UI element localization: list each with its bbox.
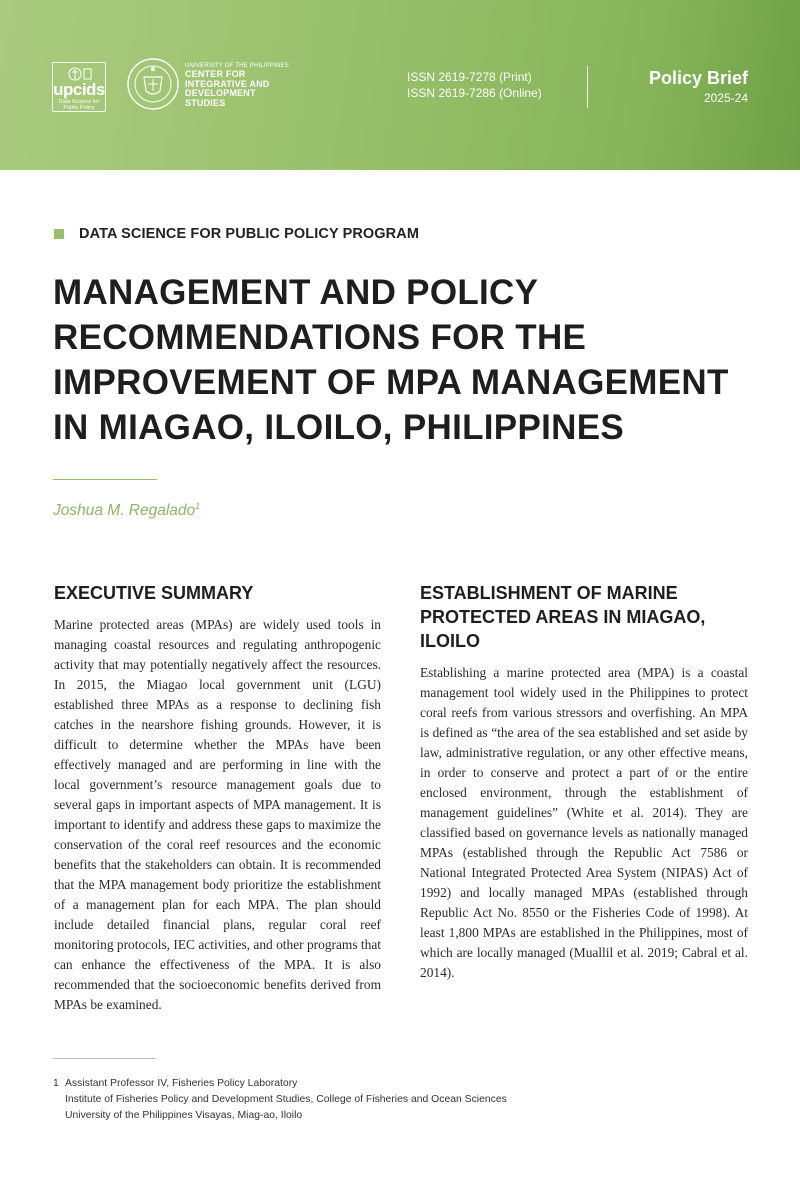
logo-tagline-line: Public Policy bbox=[63, 105, 95, 111]
logo-tagline bbox=[53, 99, 105, 111]
issn-print: ISSN 2619-7278 (Print) bbox=[407, 70, 532, 84]
center-name-block bbox=[185, 63, 289, 108]
up-seal-icon bbox=[126, 57, 180, 111]
executive-summary-body: Marine protected areas (MPAs) are widely used tools in managing coastal resources and regulating anthropogenic activity that may potentially negatively affect the resources. In 2015, the Miagao local government unit (LGU) established three MPAs as a response to declining fish catches in the nearshore fishing grounds. However, it is difficult to determine whether the MPAs have been effectively managed and are performing in line with the local government’s resource management goals due to several gaps in important aspects of MPA management. It is important to identify and address these gaps to maximize the conservation of the coral reef resources and the economic benefits that the stakeholders can obtain. It is recommended that the MPA management body prioritize the establishment of a management plan for each MPA. The plan should include detailed financial plans, regular coral reef monitoring protocols, IEC activities, and other programs that can enhance the effectiveness of the MPA. It is also recommended that the socioeconomic benefits derived from MPAs be examined. bbox=[54, 617, 381, 1012]
author-line bbox=[53, 501, 200, 520]
page-title: MANAGEMENT AND POLICY RECOMMENDATIONS FOR THE IMPROVEMENT OF MPA MANAGEMENT IN MIAGAO, ILOILO, PHILIPPINES bbox=[53, 273, 729, 447]
center-name-line: DEVELOPMENT bbox=[185, 88, 256, 98]
center-name-line: STUDIES bbox=[185, 97, 226, 108]
footnote-number: 1 bbox=[53, 1078, 59, 1089]
author-name: Joshua M. Regalado bbox=[53, 502, 196, 520]
brief-number: 2025-24 bbox=[703, 91, 748, 105]
university-name: UNIVERSITY OF THE PHILIPPINES bbox=[185, 63, 289, 69]
center-name-line: INTEGRATIVE AND bbox=[185, 78, 270, 89]
program-name: DATA SCIENCE FOR PUBLIC POLICY PROGRAM bbox=[79, 226, 419, 242]
footnote-line: University of the Philippines Visayas, Miag-ao, Iloilo bbox=[65, 1110, 303, 1121]
establishment-heading: ESTABLISHMENT OF MARINE PROTECTED AREAS IN MIAGAO, ILOILO bbox=[420, 583, 706, 651]
brief-type: Policy Brief bbox=[648, 68, 748, 88]
footnote-text: Assistant Professor IV, Fisheries Policy Laboratory bbox=[65, 1078, 298, 1089]
program-bullet-icon bbox=[54, 229, 64, 239]
footnote-divider bbox=[53, 1058, 156, 1059]
title-divider bbox=[53, 479, 157, 480]
issn-block bbox=[407, 69, 542, 101]
header-divider bbox=[587, 66, 588, 108]
footnote-line bbox=[53, 1076, 507, 1092]
logo-tagline-line: Data Science for bbox=[58, 99, 100, 105]
footnote-line: Institute of Fisheries Policy and Development Studies, College of Fisheries and Ocean Sciences bbox=[65, 1094, 507, 1105]
executive-summary-heading: EXECUTIVE SUMMARY bbox=[54, 583, 254, 603]
header-band bbox=[0, 0, 800, 170]
center-name-line: CENTER FOR bbox=[185, 69, 246, 79]
author-footnote-mark: 1 bbox=[195, 501, 201, 511]
issn-online: ISSN 2619-7286 (Online) bbox=[407, 86, 542, 100]
logo-wordmark: upcids bbox=[53, 80, 105, 99]
footnote bbox=[53, 1076, 507, 1124]
upcids-logo bbox=[52, 62, 106, 112]
establishment-body: Establishing a marine protected area (MPA) is a coastal management tool widely used in the Philippines to protect coral reefs from various stressors and overfishing. An MPA is defined as “the area of the sea established and set aside by law, administrative regulation, or any other effective means, in order to conserve and protect a part of or the entire enclosed environment, through the establishment of management guidelines” (White et al. 2014). They are classified based on governance levels as nationally managed MPAs (established through the Republic Act 7586 or National Integrated Protected Area System (NIPAS) Act of 1992) and locally managed MPAs (established through Republic Act No. 8550 or the Fisheries Code of 1998). At least 1,800 MPAs are established in the Philippines, most of which are locally managed (Muallil et al. 2019; Cabral et al. 2014). bbox=[420, 665, 748, 980]
program-label bbox=[54, 226, 419, 242]
